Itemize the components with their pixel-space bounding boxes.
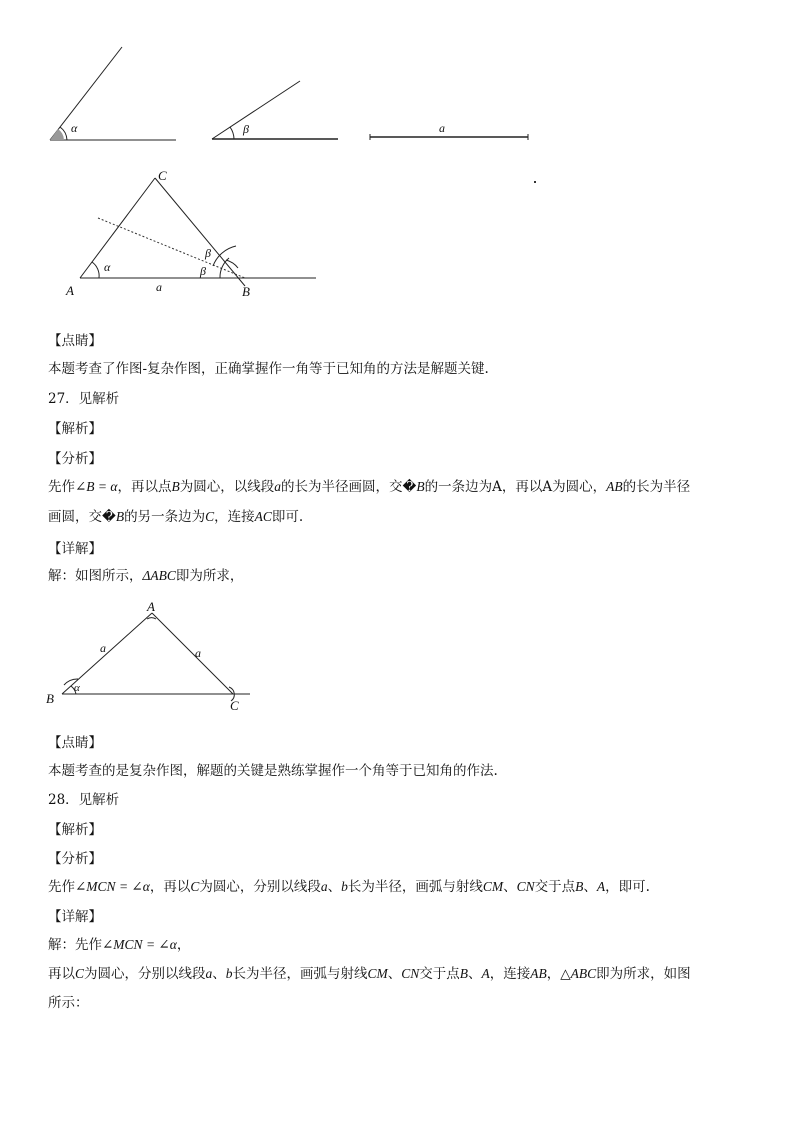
q27-dianjing-heading: 【点睛】 [48,735,102,751]
dotted-construction-line [98,218,245,278]
angle-beta-label-1: β [205,246,211,260]
side-a-label-left: a [100,641,106,655]
q28-fenxi-heading: 【分析】 [48,851,102,867]
angle-beta-label-2: β [200,264,206,278]
side-a-label-right: a [195,646,201,660]
q27-xiangjie-heading: 【详解】 [48,541,102,557]
angle-alpha-label: α [74,682,80,694]
vertex-B-label: B [46,691,54,706]
q28-fenxi-line-1: 先作∠MCN = ∠α，再以C为圆心，分别以线段a、b长为半径，画弧与射线CM、CN交于点B、A，即可. [48,879,650,895]
vertex-B-label: B [242,284,250,299]
s26-dianjing-heading: 【点睛】 [48,333,102,349]
given-elements-figure [0,0,800,160]
segment-a-label: a [439,121,445,135]
angle-alpha-label: α [104,260,111,274]
triangle-abc-figure [0,595,300,715]
q28-xiangjie-line-1: 解：先作∠MCN = ∠α， [48,937,191,953]
alpha-ray [50,47,122,140]
q27-fenxi-heading: 【分析】 [48,451,102,467]
beta-arc [230,127,234,139]
q28-xiangjie-line-3: 所示： [48,995,89,1011]
angle-B-arc-3 [226,260,238,268]
constructed-triangle-figure [0,160,400,310]
q27-dianjing-text: 本题考查的是复杂作图，解题的关键是熟练掌握作一个角等于已知角的作法. [48,763,498,779]
vertex-A-label: A [147,599,155,614]
q27-jiexi-heading: 【解析】 [48,421,102,437]
arc-at-A [147,618,156,619]
q27-fenxi-line-2: 画圆，交�B的另一条边为C，连接AC即可. [48,509,304,525]
vertex-A-label: A [66,283,74,298]
q28-jiexi-heading: 【解析】 [48,822,102,838]
side-AC [152,613,233,694]
q27-xiangjie-line-1: 解：如图所示，ΔABC即为所求， [48,568,244,584]
s26-dianjing-text: 本题考查了作图-复杂作图，正确掌握作一角等于已知角的方法是解题关键. [48,361,489,377]
beta-label: β [243,122,249,136]
alpha-shade [50,129,64,140]
vertex-C-label: C [230,698,239,713]
beta-ray [212,81,300,139]
q27-fenxi-line-1: 先作∠B = α，再以点B为圆心，以线段a的长为半径画圆，交�B的一条边为A，再以A为圆心，AB的长为半径 [48,479,691,495]
stray-dot [534,181,536,183]
alpha-label: α [71,121,78,135]
side-a-label: a [156,280,162,294]
q28-xiangjie-heading: 【详解】 [48,909,102,925]
angle-A-arc [92,262,99,278]
q27-title: 27．见解析 [48,391,120,407]
side-AC [80,178,155,278]
q28-xiangjie-line-2: 再以C为圆心，分别以线段a、b长为半径，画弧与射线CM、CN交于点B、A，连接AB，△ABC即为所求，如图 [48,966,691,982]
q28-title: 28．见解析 [48,792,120,808]
vertex-C-label: C [158,168,167,183]
